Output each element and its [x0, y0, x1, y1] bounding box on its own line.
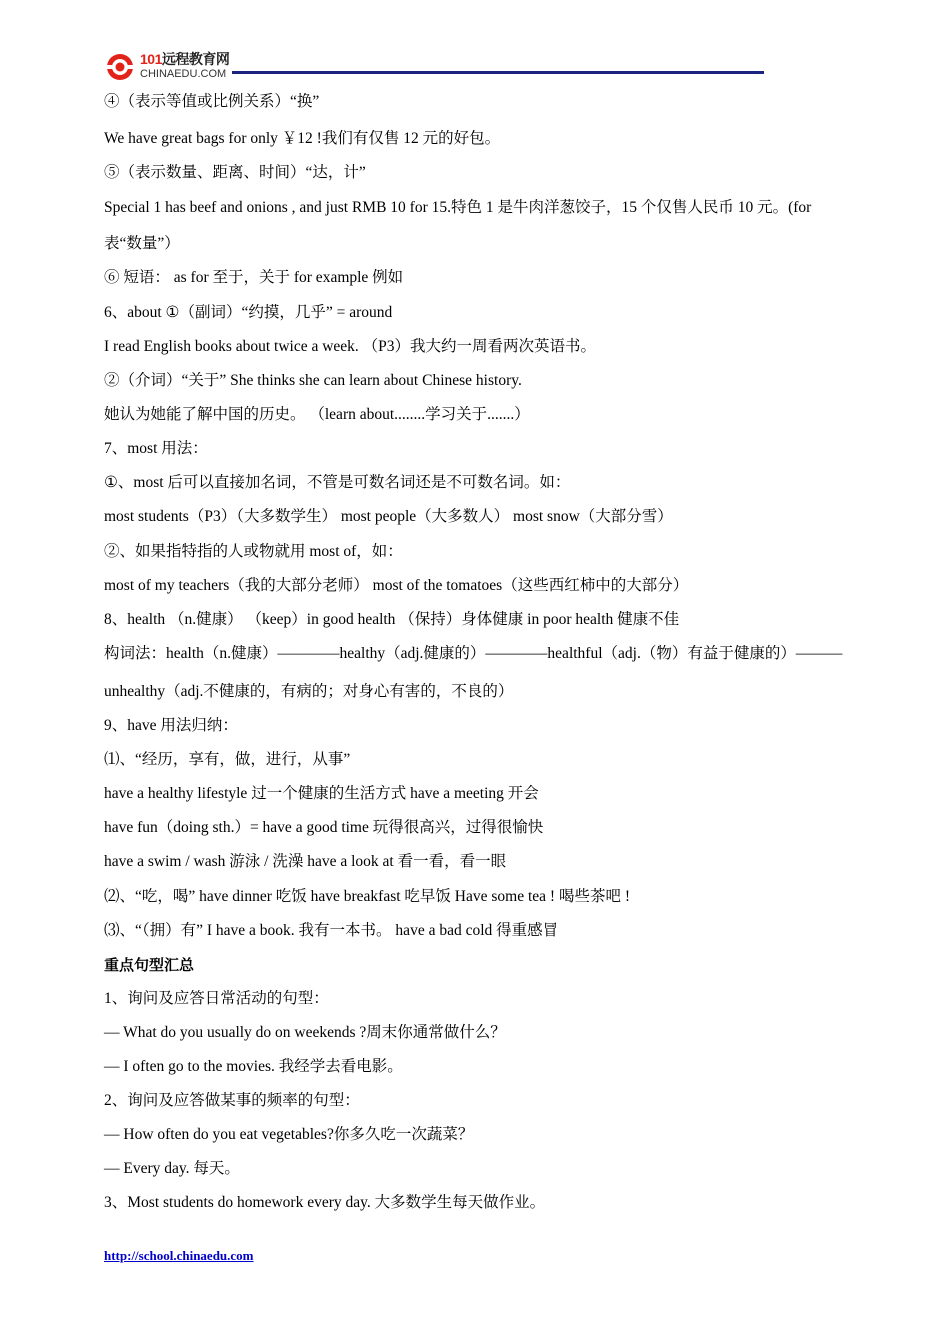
- text-line: 6、about ①（副词）“约摸，几乎” = around: [104, 304, 393, 321]
- text-line: 3、Most students do homework every day. 大多数学生每天做作业。: [104, 1194, 546, 1211]
- text-line: have fun（doing sth.）= have a good time 玩得很高兴，过得很愉快: [104, 819, 544, 836]
- text-line: 7、most 用法：: [104, 440, 208, 457]
- text-line: I read English books about twice a week. （P3）我大约一周看两次英语书。: [104, 338, 597, 355]
- text-line: ④（表示等值或比例关系）“换”: [104, 93, 320, 110]
- text-line: — What do you usually do on weekends ?周末你通常做什么？: [104, 1024, 506, 1041]
- page-footer: [104, 1248, 254, 1264]
- logo-number: 101: [140, 51, 162, 67]
- text-line: — I often go to the movies. 我经学去看电影。: [104, 1058, 403, 1075]
- text-line: most students（P3）（大多数学生） most people（大多数人） most snow（大部分雪）: [104, 508, 673, 525]
- text-line: 8、health （n.健康） （keep）in good health （保持）身体健康 in poor health 健康不佳: [104, 611, 680, 628]
- text-line: 2、询问及应答做某事的频率的句型：: [104, 1092, 360, 1109]
- logo-name: 远程教育网: [161, 51, 230, 67]
- text-line: 她认为她能了解中国的历史。 （learn about........学习关于.......）: [104, 406, 530, 423]
- text-line: 9、have 用法归纳：: [104, 717, 238, 734]
- text-line: — How often do you eat vegetables?你多久吃一次蔬菜？: [104, 1126, 474, 1143]
- section-heading: 重点句型汇总: [104, 956, 195, 974]
- text-line: 表“数量”）: [104, 235, 180, 252]
- footer-link[interactable]: http://school.chinaedu.com: [104, 1248, 254, 1263]
- page-header: [104, 50, 764, 86]
- text-line: most of my teachers（我的大部分老师） most of the tomatoes（这些西红柿中的大部分）: [104, 577, 689, 594]
- text-line: have a healthy lifestyle 过一个健康的生活方式 have a meeting 开会: [104, 785, 539, 802]
- text-line: unhealthy（adj.不健康的，有病的；对身心有害的，不良的）: [104, 683, 514, 700]
- text-line: ②、如果指特指的人或物就用 most of，如：: [104, 543, 403, 560]
- text-line: — Every day. 每天。: [104, 1160, 240, 1177]
- text-line: ⑥ 短语： as for 至于，关于 for example 例如: [104, 269, 404, 286]
- header-divider: [232, 71, 764, 74]
- text-line: Special 1 has beef and onions , and just RMB 10 for 15.特色 1 是牛肉洋葱饺子，15 个仅售人民币 10 元。(for: [104, 199, 812, 216]
- chinaedu-logo-icon: [104, 52, 136, 82]
- text-line: ⑤（表示数量、距离、时间）“达，计”: [104, 164, 366, 181]
- text-line: 1、询问及应答日常活动的句型：: [104, 990, 329, 1007]
- text-line: 构词法：health（n.健康）————healthy（adj.健康的）————healthful（adj.（物）有益于健康的）———: [104, 645, 843, 662]
- text-line: ②（介词）“关于” She thinks she can learn about Chinese history.: [104, 372, 522, 389]
- text-line: ⑴、“经历，享有，做，进行，从事”: [104, 751, 351, 768]
- text-line: ⑵、“吃，喝” have dinner 吃饭 have breakfast 吃早饭 Have some tea ! 喝些茶吧 !: [104, 888, 630, 905]
- text-line: ⑶、“（拥）有” I have a book. 我有一本书。 have a bad cold 得重感冒: [104, 922, 559, 939]
- logo-wordmark: [140, 52, 229, 82]
- text-line: have a swim / wash 游泳 / 洗澡 have a look at 看一看，看一眼: [104, 853, 507, 870]
- text-line: ①、most 后可以直接加名词，不管是可数名词还是不可数名词。如：: [104, 474, 571, 491]
- text-line: We have great bags for only ￥12 !我们有仅售 12 元的好包。: [104, 130, 501, 147]
- logo-domain: CHINAEDU.COM: [140, 68, 227, 80]
